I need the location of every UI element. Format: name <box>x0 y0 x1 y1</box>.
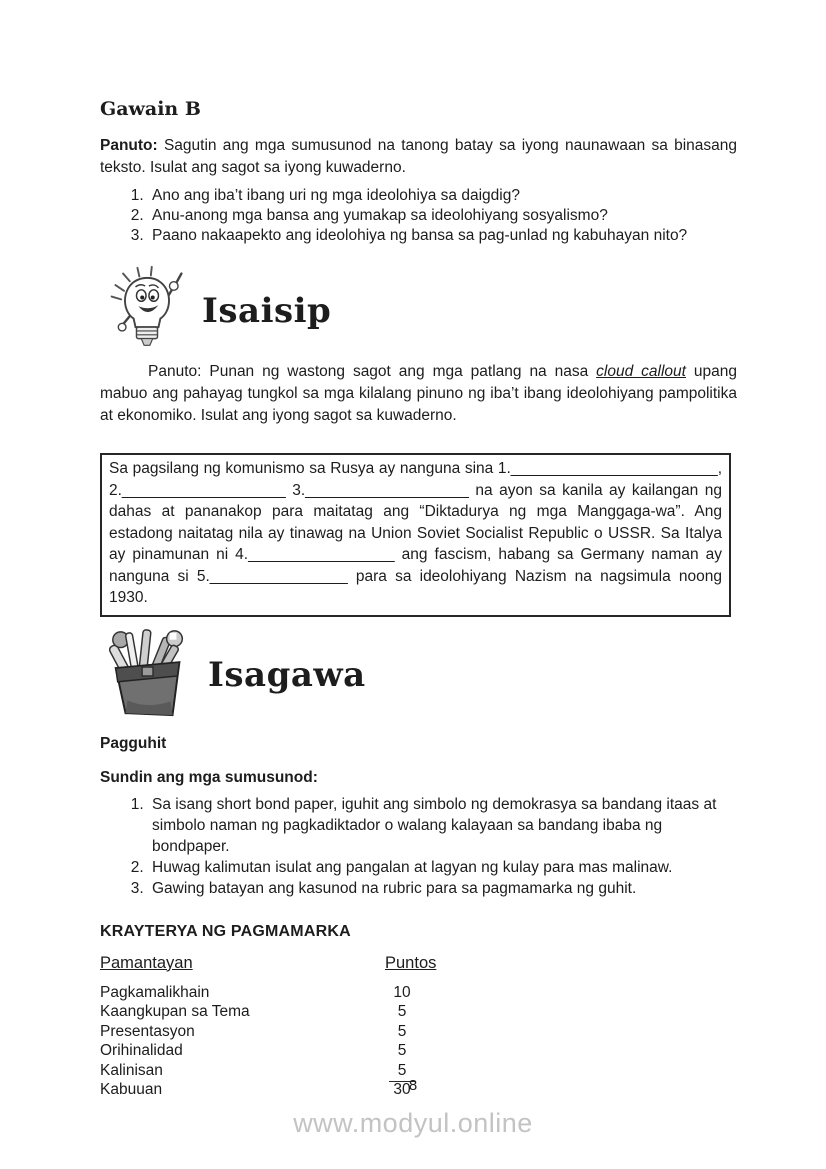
step-item: 1. Sa isang short bond paper, iguhit ang simbolo ng demokrasya sa bandang itaas at simbolo naman ng pagkadiktador o walang kalayaan sa bandang ibaba ng bondpaper. <box>148 794 737 857</box>
rubric-col-puntos: Puntos <box>385 953 437 972</box>
question-item: 3. Paano nakaapekto ang ideolohiya ng bansa sa pag-unlad ng kabuhayan nito? <box>148 226 737 246</box>
isaisip-panuto-suffix: upang mabuo ang pahayag tungkol sa mga kilalang pinuno ng iba’t ibang ideolohiyang pampolitika at ekonomiko. Isulat ang iyong sagot sa kuwaderno. <box>100 363 737 424</box>
rubric-row-points: 5 <box>397 1042 407 1059</box>
rubric-row-label: Kalinisan <box>100 1061 163 1079</box>
fill-in-the-blanks-box: Sa pagsilang ng komunismo sa Rusya ay nanguna sina 1.________________________, 2.___________________ 3.___________________ na ayon sa kanila ay kailangan ng dahas at pananakop para maitatag ang “Diktadurya ng mga Manggaga-wa”. Ang estadong naitatag nila ay tinawag na Union Soviet Socialist Republic o USSR. Sa Italya ay pinamunan ni 4._________________ ang fascism, habang sa Germany naman ay nanguna si 5.________________ para sa ideolohiyang Nazism na nagsimula noong 1930. <box>100 453 731 617</box>
panuto-text: Sagutin ang mga sumusunod na tanong batay sa iyong naunawaan sa binasang teksto. Isulat ang sagot sa iyong kuwaderno. <box>100 137 737 176</box>
rubric-row-points: 5 <box>397 1003 407 1020</box>
toolbox-icon <box>100 625 200 725</box>
isagawa-section-header <box>100 625 737 725</box>
step-item: 3. Gawing batayan ang kasunod na rubric para sa pagmamarka ng guhit. <box>148 878 737 899</box>
page-number: 8 <box>408 1077 418 1094</box>
rubric-row-label: Orihinalidad <box>100 1042 183 1059</box>
isagawa-title: Isagawa <box>208 654 366 695</box>
cloud-callout-emphasis: cloud callout <box>596 363 686 380</box>
rubric-row <box>100 1023 737 1043</box>
rubric-col-pamantayan: Pamantayan <box>100 953 193 972</box>
isaisip-instructions <box>100 361 737 427</box>
page-content <box>100 98 737 1101</box>
rubric-row-label: Kaangkupan sa Tema <box>100 1003 250 1020</box>
isaisip-panuto-prefix: Panuto: Punan ng wastong sagot ang mga patlang na nasa <box>148 363 597 380</box>
rubric-row-points: 5 <box>397 1022 407 1040</box>
isagawa-step-list <box>100 794 737 899</box>
rubric-row-label: Presentasyon <box>100 1022 195 1040</box>
question-item: 1. Ano ang iba’t ibang uri ng mga ideolohiya sa daigdig? <box>148 186 737 206</box>
rubric-row-label: Pagkamalikhain <box>100 983 210 1001</box>
rubric-row <box>100 1003 737 1023</box>
watermark-text: www.modyul.online <box>293 1108 533 1138</box>
question-item: 2. Anu-anong mga bansa ang yumakap sa ideolohiyang sosyalismo? <box>148 206 737 226</box>
step-item: 2. Huwag kalimutan isulat ang pangalan at lagyan ng kulay para mas malinaw. <box>148 857 737 878</box>
subtotal-rule: 5 <box>389 1062 416 1082</box>
rubric-row-points: 10 <box>393 983 411 1001</box>
gawain-b-instructions <box>100 135 737 179</box>
panuto-label: Panuto: <box>100 137 158 154</box>
gawain-b-question-list <box>100 186 737 246</box>
isaisip-section-header <box>100 264 737 357</box>
rubric-row-points: 30 <box>393 1081 411 1098</box>
rubric-row <box>100 1042 737 1062</box>
rubric-column-headers <box>100 954 737 973</box>
lightbulb-mascot-icon <box>100 264 194 357</box>
rubric-row <box>100 984 737 1004</box>
gawain-b-title: Gawain B <box>100 98 201 120</box>
rubric-heading: KRAYTERYA NG PAGMAMARKA <box>100 922 351 940</box>
isaisip-title: Isaisip <box>202 290 332 331</box>
instructions-heading: Sundin ang mga sumusunod: <box>100 768 318 786</box>
activity-title: Pagguhit <box>100 734 167 752</box>
rubric-row-label: Kabuuan <box>100 1081 163 1098</box>
